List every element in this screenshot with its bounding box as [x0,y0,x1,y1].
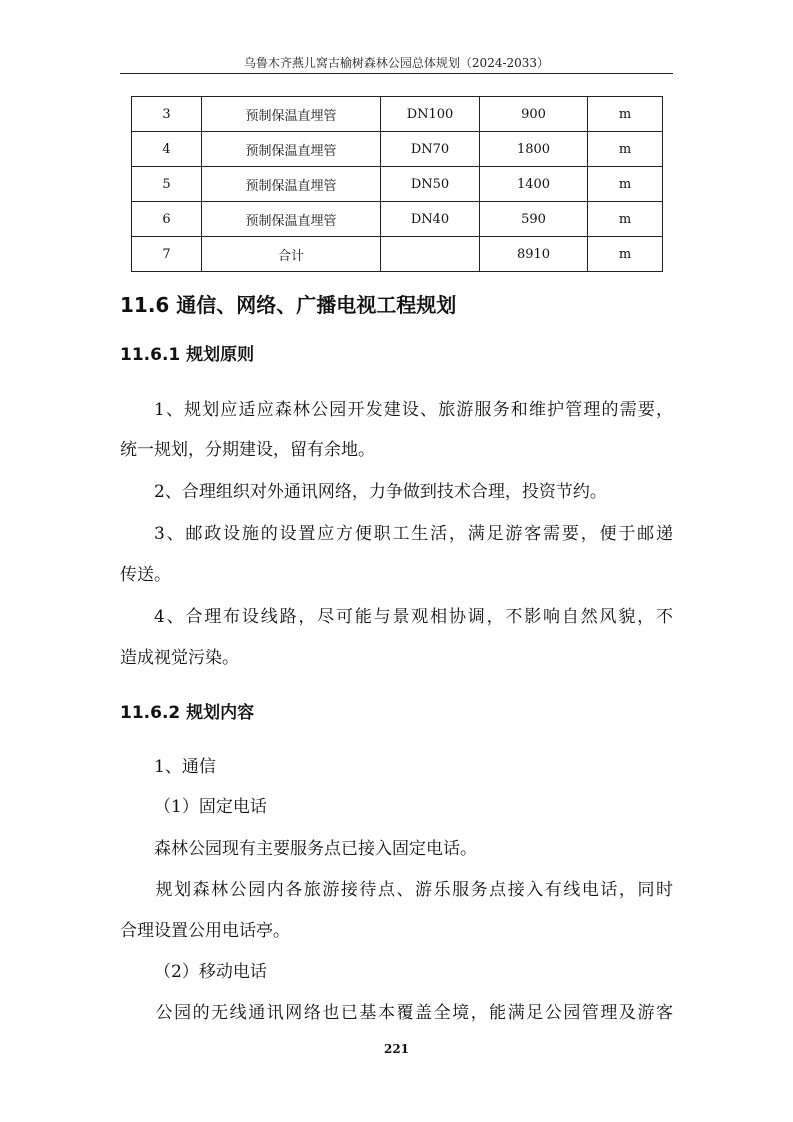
cell-no: 4 [132,132,202,167]
cell-qty: 900 [480,97,588,132]
cell-unit: m [588,167,663,202]
cell-qty: 1400 [480,167,588,202]
paragraph-line: 合理设置公用电话亭。 [120,921,290,941]
cell-name: 预制保温直埋管 [202,132,381,167]
cell-spec: DN70 [381,132,480,167]
table-row [132,132,663,167]
paragraph-line [120,878,673,902]
cell-qty: 590 [480,202,588,237]
paragraph-line [120,605,673,629]
paragraph-line [120,522,673,546]
paragraph-line: 森林公园现有主要服务点已接入固定电话。 [154,839,477,859]
cell-spec: DN40 [381,202,480,237]
list-item: （2）移动电话 [154,962,267,982]
paragraph-line: 造成视觉污染。 [120,648,239,668]
paragraph-line [120,1001,673,1025]
paragraph-text: 公园的无线通讯网络也已基本覆盖全境，能满足公园管理及游客 [154,1003,673,1023]
cell-name: 预制保温直埋管 [202,97,381,132]
paragraph-line [120,398,673,422]
cell-qty: 1800 [480,132,588,167]
paragraph-text: 4、合理布设线路，尽可能与景观相协调，不影响自然风貌，不 [154,607,673,627]
cell-spec [381,237,480,272]
cell-no: 7 [132,237,202,272]
cell-spec: DN100 [381,97,480,132]
cell-name: 预制保温直埋管 [202,167,381,202]
pipe-table [131,96,663,272]
table-row [132,97,663,132]
list-item: （1）固定电话 [154,797,267,817]
list-item: 1、通信 [154,757,216,777]
section-heading: 11.6 通信、网络、广播电视工程规划 [120,293,457,317]
paragraph-line: 2、合理组织对外通讯网络，力争做到技术合理，投资节约。 [154,482,607,502]
page-number: 221 [383,1042,410,1056]
cell-qty: 8910 [480,237,588,272]
paragraph-text: 规划森林公园内各旅游接待点、游乐服务点接入有线电话，同时 [154,880,673,900]
cell-unit: m [588,97,663,132]
header-rule [120,73,673,74]
cell-unit: m [588,132,663,167]
paragraph-line: 传送。 [120,565,171,585]
cell-unit: m [588,202,663,237]
running-header: 乌鲁木齐燕儿窝古榆树森林公园总体规划（2024-2033） [243,56,550,70]
cell-name: 合计 [202,237,381,272]
cell-name: 预制保温直埋管 [202,202,381,237]
table-row [132,202,663,237]
paragraph-text: 3、邮政设施的设置应方便职工生活，满足游客需要，便于邮递 [154,524,673,544]
cell-unit: m [588,237,663,272]
subsection-heading: 11.6.1 规划原则 [120,345,255,365]
subsection-heading: 11.6.2 规划内容 [120,703,255,723]
table-row [132,167,663,202]
cell-spec: DN50 [381,167,480,202]
cell-no: 3 [132,97,202,132]
cell-no: 6 [132,202,202,237]
paragraph-line: 统一规划，分期建设，留有余地。 [120,440,375,460]
cell-no: 5 [132,167,202,202]
table-row [132,237,663,272]
paragraph-text: 1、规划应适应森林公园开发建设、旅游服务和维护管理的需要， [154,400,673,420]
